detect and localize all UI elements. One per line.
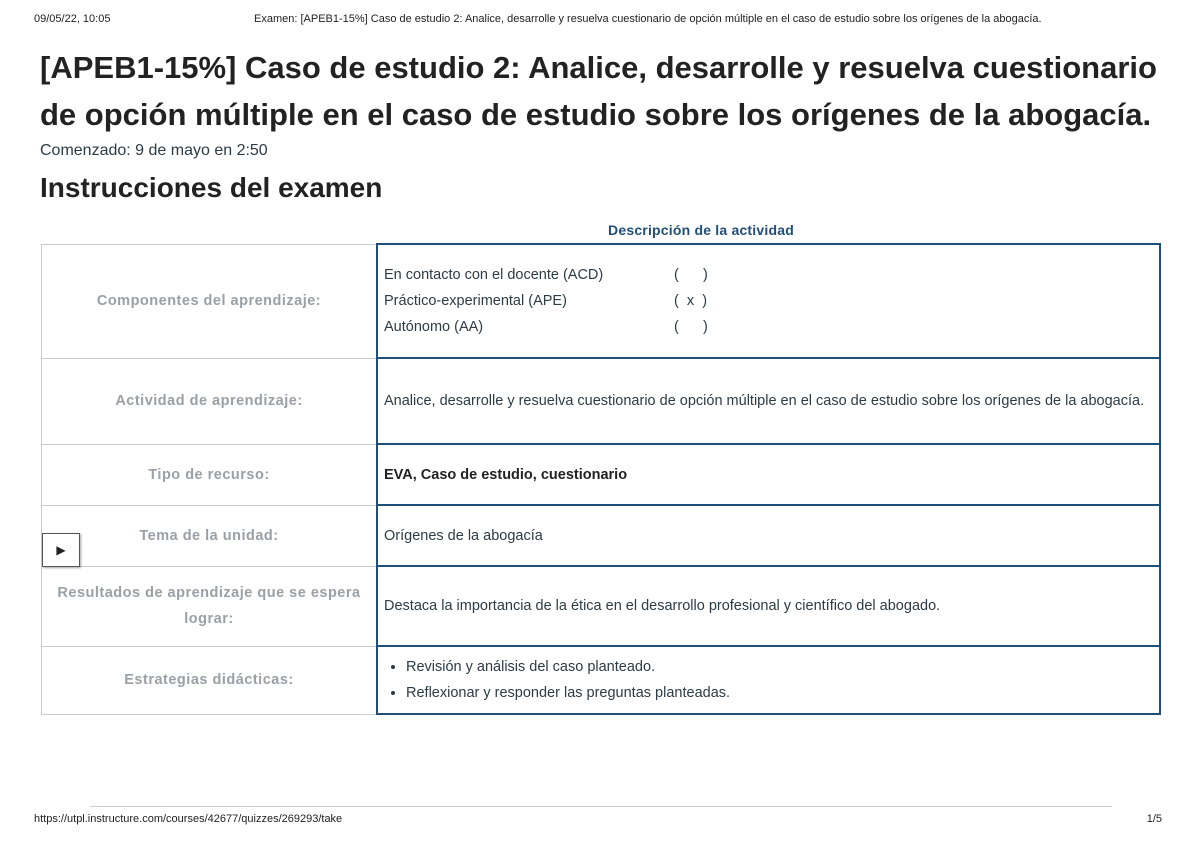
print-document-title: Examen: [APEB1-15%] Caso de estudio 2: Analice, desarrolle y resuelva cuestionario de opción múltiple en el caso de estudio sobre los orígenes de la abogacía. bbox=[254, 13, 1042, 25]
print-footer-url: https://utpl.instructure.com/courses/42677/quizzes/269293/take bbox=[34, 813, 343, 825]
table-row bbox=[42, 646, 1161, 714]
components-value bbox=[377, 244, 1160, 358]
play-button[interactable] bbox=[42, 533, 80, 567]
unit-topic-value: Orígenes de la abogacía bbox=[377, 505, 1160, 566]
resource-type-label: Tipo de recurso: bbox=[42, 444, 378, 505]
table-row bbox=[42, 566, 1161, 646]
strategies-list bbox=[384, 654, 1153, 706]
instructions-heading: Instrucciones del examen bbox=[40, 172, 383, 203]
list-item: • Reflexionar y responder las preguntas planteadas. bbox=[406, 680, 1153, 706]
resource-type-value bbox=[377, 444, 1160, 505]
component-name: Autónomo (AA) bbox=[384, 319, 484, 335]
activity-description-caption: Descripción de la actividad bbox=[608, 222, 794, 238]
table-row bbox=[42, 244, 1161, 358]
footer-divider bbox=[90, 806, 1112, 807]
print-page-number: 1/5 bbox=[1146, 813, 1162, 825]
table-row bbox=[42, 505, 1161, 566]
component-item bbox=[384, 288, 1153, 314]
strategies-label: Estrategias didácticas: bbox=[42, 646, 378, 714]
started-timestamp: Comenzado: 9 de mayo en 2:50 bbox=[40, 142, 268, 159]
component-name: En contacto con el docente (ACD) bbox=[384, 267, 604, 283]
component-item bbox=[384, 314, 1153, 340]
components-label: Componentes del aprendizaje: bbox=[42, 244, 378, 358]
table-row bbox=[42, 444, 1161, 505]
table-row bbox=[42, 358, 1161, 444]
component-mark: ( ) bbox=[674, 319, 708, 335]
component-mark: ( ) bbox=[674, 267, 708, 283]
strategies-value bbox=[377, 646, 1160, 714]
list-item: • Revisión y análisis del caso planteado. bbox=[406, 654, 1153, 680]
activity-label: Actividad de aprendizaje: bbox=[42, 358, 378, 444]
play-icon: ▶ bbox=[56, 543, 66, 557]
activity-description-table bbox=[41, 243, 1161, 715]
activity-value: Analice, desarrolle y resuelva cuestionario de opción múltiple en el caso de estudio sobre los orígenes de la abogacía. bbox=[377, 358, 1160, 444]
print-datetime: 09/05/22, 10:05 bbox=[34, 13, 111, 25]
expected-results-value: Destaca la importancia de la ética en el desarrollo profesional y científico del abogado. bbox=[377, 566, 1160, 646]
component-item bbox=[384, 262, 1153, 288]
component-name: Práctico-experimental (APE) bbox=[384, 293, 567, 309]
unit-topic-label: Tema de la unidad: bbox=[42, 505, 378, 566]
quiz-title: [APEB1-15%] Caso de estudio 2: Analice, desarrolle y resuelva cuestionario de opción múltiple en el caso de estudio sobre los orígenes de la abogacía. bbox=[40, 50, 1157, 132]
resource-type-text: EVA, Caso de estudio, cuestionario bbox=[384, 466, 628, 483]
component-mark: ( x ) bbox=[674, 293, 708, 309]
print-header bbox=[34, 13, 1166, 25]
expected-results-label: Resultados de aprendizaje que se espera lograr: bbox=[42, 566, 378, 646]
